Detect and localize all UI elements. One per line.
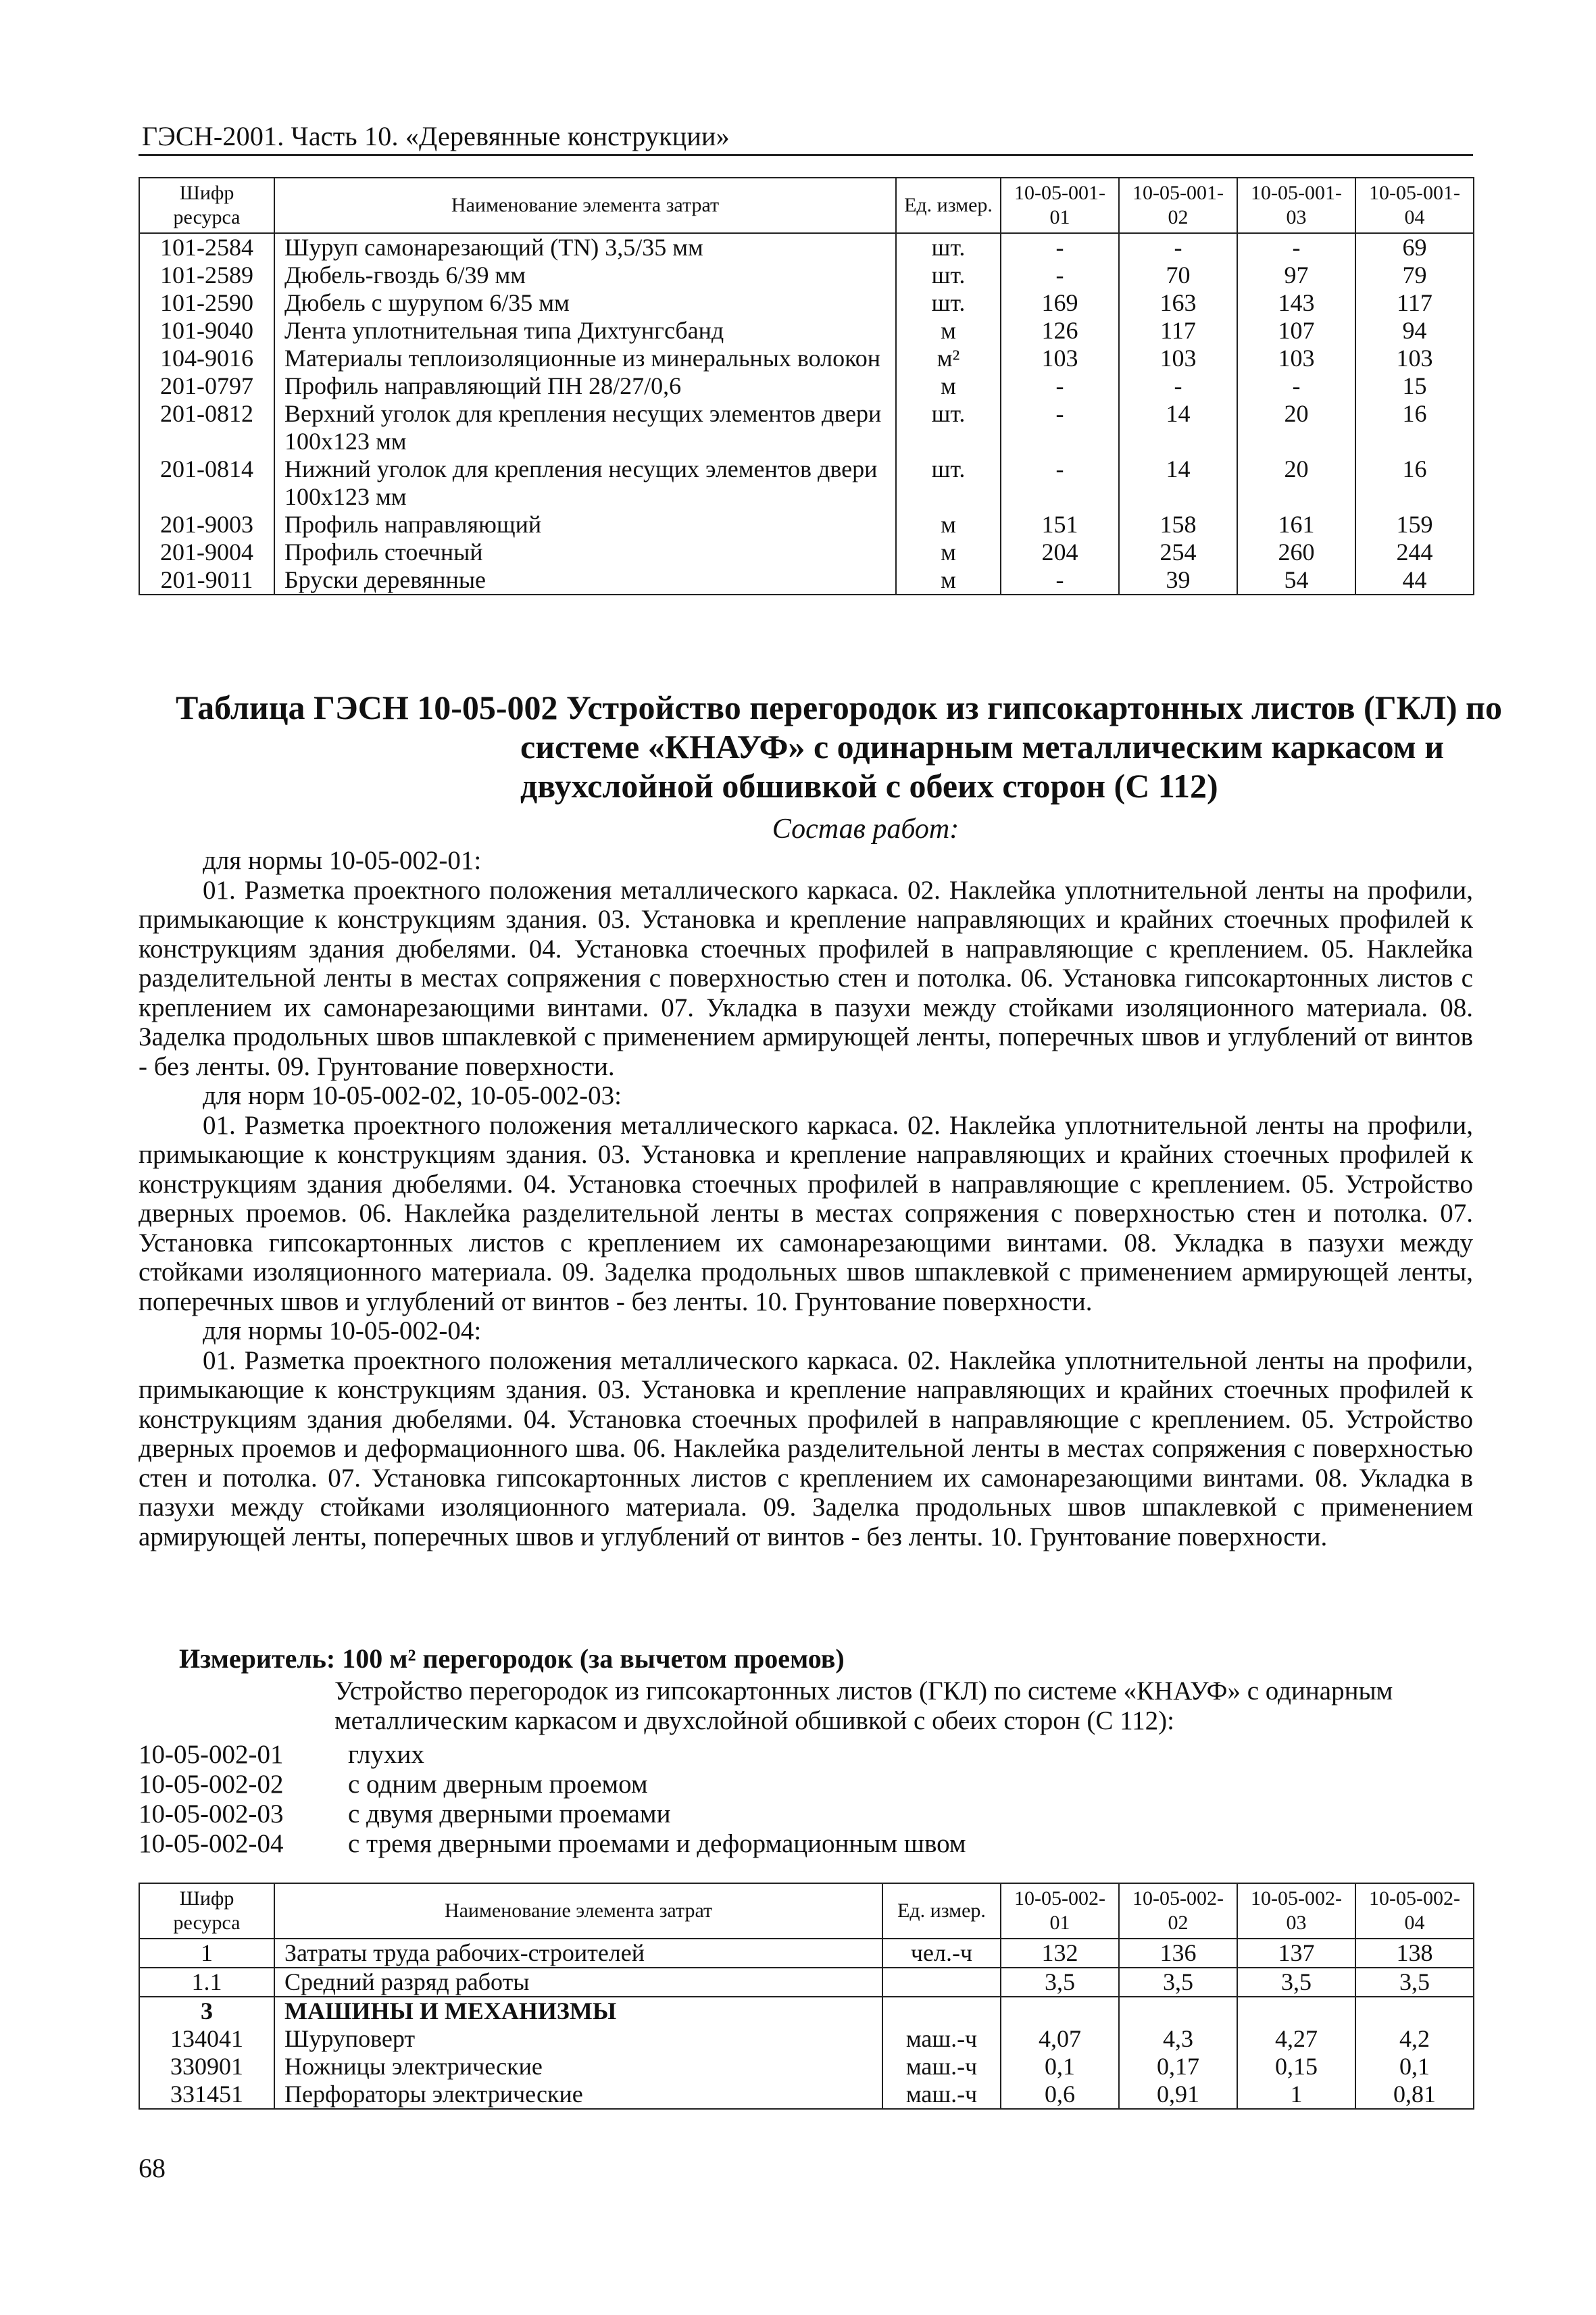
resource-value: 254: [1119, 539, 1237, 566]
resource-value: 0,6: [1001, 2081, 1119, 2109]
resource-value: 132: [1001, 1939, 1119, 1968]
resource-value: 4,07: [1001, 2025, 1119, 2053]
resource-code: 201-9003: [139, 511, 274, 539]
resource-unit: м: [896, 566, 1001, 595]
variant-code: 10-05-002-02: [139, 1770, 284, 1799]
resource-name: Средний разряд работы: [274, 1968, 882, 1997]
measure-unit: Измеритель: 100 м² перегородок (за вычетом проемов): [179, 1643, 845, 1674]
resource-unit: [882, 1968, 1001, 1997]
resource-value: 107: [1237, 317, 1355, 345]
resource-value: 3,5: [1001, 1968, 1119, 1997]
resource-name: Дюбель с шурупом 6/35 мм: [274, 289, 896, 317]
resource-value: 4,27: [1237, 2025, 1355, 2053]
resource-code: 330901: [139, 2053, 274, 2081]
resource-value: -: [1119, 233, 1237, 262]
table-row: [139, 2081, 1474, 2109]
resource-value: 79: [1355, 262, 1474, 289]
resources-table-001: [139, 177, 1474, 595]
resource-value: -: [1001, 262, 1119, 289]
resource-unit: шт.: [896, 400, 1001, 455]
table-row: [139, 566, 1474, 595]
resource-value: 117: [1355, 289, 1474, 317]
resource-code: 101-2589: [139, 262, 274, 289]
resource-value: -: [1001, 566, 1119, 595]
resource-value: 103: [1237, 345, 1355, 372]
resource-code: 201-0814: [139, 455, 274, 511]
resource-code: 134041: [139, 2025, 274, 2053]
norm-variants: [139, 1740, 966, 1859]
resource-value: 3,5: [1355, 1968, 1474, 1997]
header-rule: [139, 154, 1473, 156]
table-row: [139, 2053, 1474, 2081]
resource-value: 0,81: [1355, 2081, 1474, 2109]
table-row: [139, 1939, 1474, 1968]
table-row: [139, 233, 1474, 262]
resource-unit: шт.: [896, 455, 1001, 511]
resource-value: 0,1: [1355, 2053, 1474, 2081]
resource-name: Шуруп самонарезающий (TN) 3,5/35 мм: [274, 233, 896, 262]
resource-value: 0,91: [1119, 2081, 1237, 2109]
resource-value: 103: [1001, 345, 1119, 372]
resource-value: 97: [1237, 262, 1355, 289]
resource-value: [1355, 1997, 1474, 2025]
works-paragraph: 01. Разметка проектного положения металлического каркаса. 02. Наклейка уплотнительной ленты на профили, примыкающие к конструкциям здания. 03. Установка и крепление направляющих и крайних стоечных профилей к конструкциям здания дюбелями. 04. Установка стоечных профилей в направляющие с креплением. 05. Устройство дверных проемов. 06. Наклейка разделительной ленты в местах сопряжения с поверхностью стен и потолка. 07. Установка гипсокартонных листов с креплением их самонарезающими винтами. 08. Укладка в пазухи между стойками изоляционного материала. 09. Заделка продольных швов шпаклевкой с применением армирующей ленты, поперечных швов и углублений от винтов - без ленты. 10. Грунтование поверхности.: [139, 1110, 1473, 1316]
resource-code: 101-2584: [139, 233, 274, 262]
table-row: [139, 262, 1474, 289]
resource-unit: м: [896, 539, 1001, 566]
resource-value: 4,2: [1355, 2025, 1474, 2053]
col-header-unit: Ед. измер.: [882, 1883, 1001, 1939]
resource-value: 151: [1001, 511, 1119, 539]
resource-code: 201-9011: [139, 566, 274, 595]
variant-item: [139, 1770, 966, 1799]
resource-value: 204: [1001, 539, 1119, 566]
title-line: системе «КНАУФ» с одинарным металлическим каркасом и: [520, 728, 1445, 766]
resource-name: Профиль направляющий ПН 28/27/0,6: [274, 372, 896, 400]
resource-value: -: [1119, 372, 1237, 400]
table-title: [176, 688, 1502, 805]
resource-value: 138: [1355, 1939, 1474, 1968]
resource-value: 163: [1119, 289, 1237, 317]
resource-name: Бруски деревянные: [274, 566, 896, 595]
table-row: [139, 317, 1474, 345]
resource-name: МАШИНЫ И МЕХАНИЗМЫ: [274, 1997, 882, 2025]
resource-value: 94: [1355, 317, 1474, 345]
resource-code: 201-0797: [139, 372, 274, 400]
col-header-norm: 10-05-002-04: [1355, 1883, 1474, 1939]
resource-value: 159: [1355, 511, 1474, 539]
resource-value: 4,3: [1119, 2025, 1237, 2053]
resource-value: 44: [1355, 566, 1474, 595]
table-row: [139, 1997, 1474, 2025]
resource-code: 1: [139, 1939, 274, 1968]
resource-value: [1119, 1997, 1237, 2025]
norm-reference: для норм 10-05-002-02, 10-05-002-03:: [203, 1081, 622, 1110]
resource-value: 0,15: [1237, 2053, 1355, 2081]
resource-value: 1: [1237, 2081, 1355, 2109]
resource-value: 136: [1119, 1939, 1237, 1968]
resource-value: 161: [1237, 511, 1355, 539]
resource-name: Верхний уголок для крепления несущих элементов двери 100х123 мм: [274, 400, 896, 455]
resource-value: 0,1: [1001, 2053, 1119, 2081]
resource-unit: маш.-ч: [882, 2053, 1001, 2081]
resource-unit: шт.: [896, 262, 1001, 289]
norm-reference: для нормы 10-05-002-01:: [203, 846, 482, 875]
resource-value: 54: [1237, 566, 1355, 595]
resource-value: 14: [1119, 455, 1237, 511]
resource-value: -: [1001, 400, 1119, 455]
table-row: [139, 372, 1474, 400]
resource-name: Профиль направляющий: [274, 511, 896, 539]
resource-unit: [882, 1997, 1001, 2025]
resource-value: 126: [1001, 317, 1119, 345]
resource-value: 16: [1355, 455, 1474, 511]
title-line: Таблица ГЭСН 10-05-002 Устройство перегородок из гипсокартонных листов (ГКЛ) по: [176, 689, 1502, 726]
col-header-norm: 10-05-002-01: [1001, 1883, 1119, 1939]
resource-value: 39: [1119, 566, 1237, 595]
resource-value: 137: [1237, 1939, 1355, 1968]
resource-unit: шт.: [896, 289, 1001, 317]
resource-name: Материалы теплоизоляционные из минеральных волокон: [274, 345, 896, 372]
col-header-norm: 10-05-001-03: [1237, 178, 1355, 233]
resource-value: 260: [1237, 539, 1355, 566]
variant-code: 10-05-002-03: [139, 1799, 284, 1828]
resource-value: -: [1001, 233, 1119, 262]
resource-code: 3: [139, 1997, 274, 2025]
resource-unit: чел.-ч: [882, 1939, 1001, 1968]
resource-code: 331451: [139, 2081, 274, 2109]
resource-value: -: [1237, 233, 1355, 262]
col-header-code: Шифр ресурса: [139, 1883, 274, 1939]
resource-code: 201-0812: [139, 400, 274, 455]
resource-code: 201-9004: [139, 539, 274, 566]
col-header-code: Шифр ресурса: [139, 178, 274, 233]
resource-value: 69: [1355, 233, 1474, 262]
table-row: [139, 2025, 1474, 2053]
table-row: [139, 539, 1474, 566]
variant-text: с одним дверным проемом: [348, 1770, 648, 1799]
resource-unit: шт.: [896, 233, 1001, 262]
resource-unit: маш.-ч: [882, 2081, 1001, 2109]
resource-name: Перфораторы электрические: [274, 2081, 882, 2109]
resource-value: 70: [1119, 262, 1237, 289]
table-row: [139, 511, 1474, 539]
resource-name: Ножницы электрические: [274, 2053, 882, 2081]
resource-value: 20: [1237, 400, 1355, 455]
table-row: [139, 345, 1474, 372]
resource-unit: м²: [896, 345, 1001, 372]
resource-name: Лента уплотнительная типа Дихтунгсбанд: [274, 317, 896, 345]
resource-value: 3,5: [1237, 1968, 1355, 1997]
works-subtitle: Состав работ:: [772, 814, 959, 845]
page-number: 68: [139, 2153, 166, 2183]
resource-value: 0,17: [1119, 2053, 1237, 2081]
col-header-norm: 10-05-002-03: [1237, 1883, 1355, 1939]
resource-unit: маш.-ч: [882, 2025, 1001, 2053]
resource-value: -: [1237, 372, 1355, 400]
resource-unit: м: [896, 317, 1001, 345]
resource-name: Профиль стоечный: [274, 539, 896, 566]
measure-description: Устройство перегородок из гипсокартонных листов (ГКЛ) по системе «КНАУФ» с одинарным металлическим каркасом и двухслойной обшивкой с обеих сторон (С 112):: [334, 1676, 1393, 1735]
resource-code: 104-9016: [139, 345, 274, 372]
works-composition: [139, 846, 1473, 1551]
running-header: ГЭСН-2001. Часть 10. «Деревянные конструкции»: [142, 121, 730, 151]
table-row: [139, 455, 1474, 511]
resource-name: Дюбель-гвоздь 6/39 мм: [274, 262, 896, 289]
resource-name: Нижний уголок для крепления несущих элементов двери 100х123 мм: [274, 455, 896, 511]
resource-value: 3,5: [1119, 1968, 1237, 1997]
title-line: двухслойной обшивкой с обеих сторон (С 112): [520, 767, 1218, 805]
resource-code: 1.1: [139, 1968, 274, 1997]
resource-value: 103: [1119, 345, 1237, 372]
variant-item: [139, 1799, 966, 1829]
variant-code: 10-05-002-04: [139, 1829, 284, 1858]
norm-reference: для нормы 10-05-002-04:: [203, 1316, 482, 1345]
col-header-norm: 10-05-001-04: [1355, 178, 1474, 233]
col-header-norm: 10-05-001-01: [1001, 178, 1119, 233]
resource-value: 244: [1355, 539, 1474, 566]
resource-name: Шуруповерт: [274, 2025, 882, 2053]
col-header-unit: Ед. измер.: [896, 178, 1001, 233]
variant-code: 10-05-002-01: [139, 1740, 284, 1769]
variant-text: с тремя дверными проемами и деформационным швом: [348, 1829, 966, 1858]
resource-value: 169: [1001, 289, 1119, 317]
table-header-row: [139, 1883, 1474, 1939]
variant-item: [139, 1829, 966, 1859]
col-header-name: Наименование элемента затрат: [274, 178, 896, 233]
resource-value: -: [1001, 455, 1119, 511]
resource-value: 16: [1355, 400, 1474, 455]
col-header-norm: 10-05-002-02: [1119, 1883, 1237, 1939]
variant-text: с двумя дверными проемами: [348, 1799, 671, 1828]
resource-code: 101-2590: [139, 289, 274, 317]
resource-value: [1001, 1997, 1119, 2025]
works-paragraph: 01. Разметка проектного положения металлического каркаса. 02. Наклейка уплотнительной ленты на профили, примыкающие к конструкциям здания. 03. Установка и крепление направляющих и крайних стоечных профилей к конструкциям здания дюбелями. 04. Установка стоечных профилей в направляющие с креплением. 05. Устройство дверных проемов и деформационного шва. 06. Наклейка разделительной ленты в местах сопряжения с поверхностью стен и потолка. 07. Установка гипсокартонных листов с креплением их самонарезающими винтами. 08. Укладка в пазухи между стойками изоляционного материала. 09. Заделка продольных швов шпаклевкой с применением армирующей ленты, поперечных швов и углублений от винтов - без ленты. 10. Грунтование поверхности.: [139, 1345, 1473, 1551]
resource-code: 101-9040: [139, 317, 274, 345]
resource-value: 103: [1355, 345, 1474, 372]
resource-name: Затраты труда рабочих-строителей: [274, 1939, 882, 1968]
table-header-row: [139, 178, 1474, 233]
table-row: [139, 1968, 1474, 1997]
table-row: [139, 289, 1474, 317]
resource-value: 158: [1119, 511, 1237, 539]
col-header-name: Наименование элемента затрат: [274, 1883, 882, 1939]
resource-value: [1237, 1997, 1355, 2025]
resource-unit: м: [896, 511, 1001, 539]
resource-value: 14: [1119, 400, 1237, 455]
table-row: [139, 400, 1474, 455]
resource-unit: м: [896, 372, 1001, 400]
col-header-norm: 10-05-001-02: [1119, 178, 1237, 233]
resource-value: 15: [1355, 372, 1474, 400]
resource-value: -: [1001, 372, 1119, 400]
resources-table-002: [139, 1883, 1474, 2110]
resource-value: 20: [1237, 455, 1355, 511]
works-paragraph: 01. Разметка проектного положения металлического каркаса. 02. Наклейка уплотнительной ленты на профили, примыкающие к конструкциям здания. 03. Установка и крепление направляющих и крайних стоечных профилей к конструкциям здания дюбелями. 04. Установка стоечных профилей в направляющие с креплением. 05. Наклейка разделительной ленты в местах сопряжения с поверхностью стен и потолка. 06. Установка гипсокартонных листов с креплением их самонарезающими винтами. 07. Укладка в пазухи между стойками изоляционного материала. 08. Заделка продольных швов шпаклевкой с применением армирующей ленты, поперечных швов и углублений от винтов - без ленты. 09. Грунтование поверхности.: [139, 875, 1473, 1081]
variant-text: глухих: [348, 1740, 424, 1769]
resource-value: 143: [1237, 289, 1355, 317]
resource-value: 117: [1119, 317, 1237, 345]
variant-item: [139, 1740, 966, 1770]
